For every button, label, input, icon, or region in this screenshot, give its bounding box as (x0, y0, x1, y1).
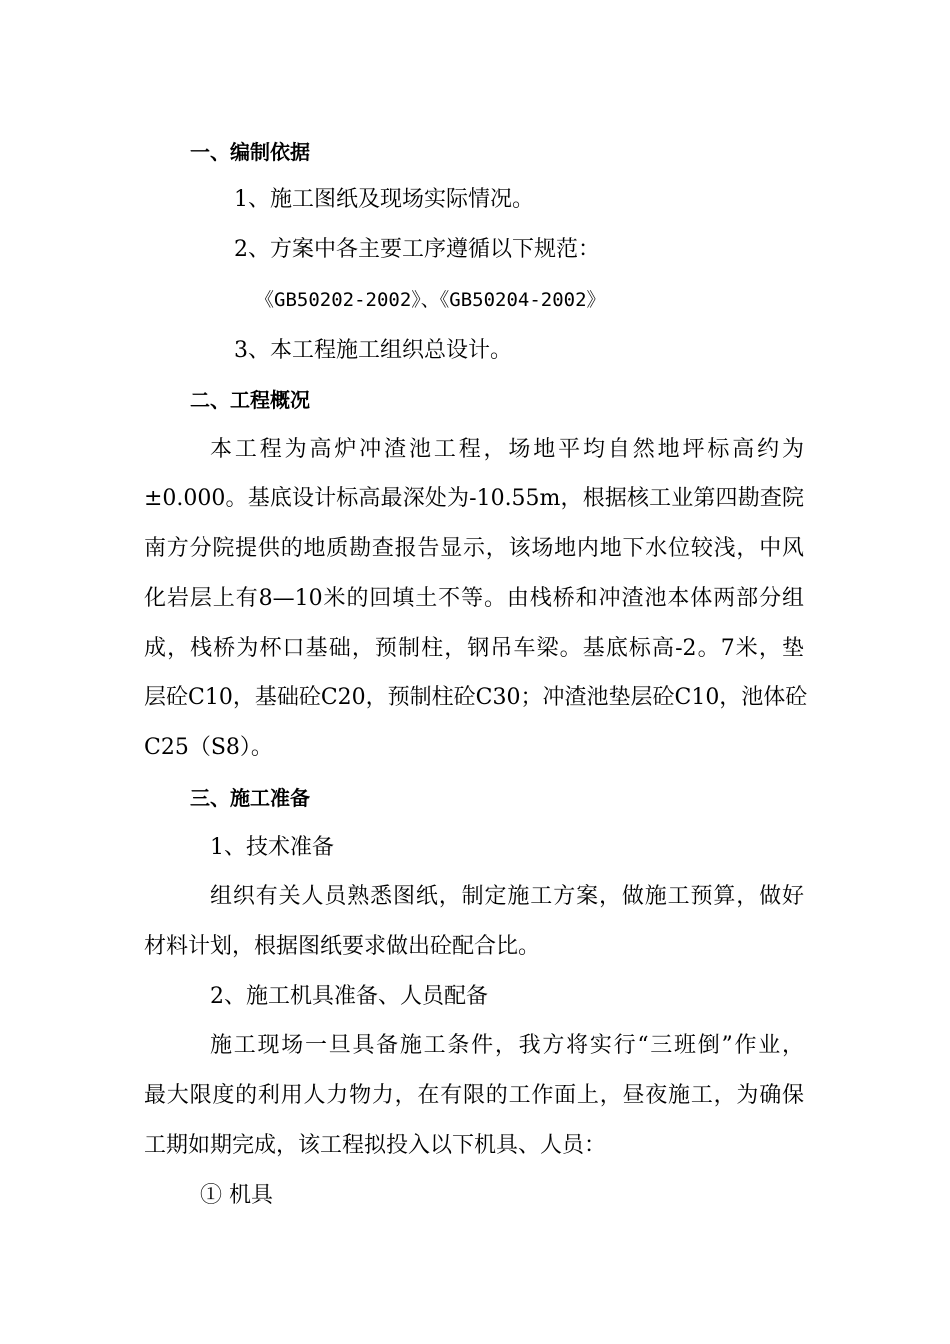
prep-sub1-title: 1、技术准备 (210, 835, 334, 860)
overview-line-7: C25（S8）。 (144, 735, 273, 760)
section-heading-preparation: 三、施工准备 (190, 786, 310, 810)
prep-sub2-line-3: 工期如期完成，该工程拟投入以下机具、人员： (144, 1133, 607, 1158)
equipment-item: ① 机具 (200, 1183, 273, 1208)
overview-line-4: 化岩层上有8—10米的回填土不等。由栈桥和冲渣池本体两部分组 (144, 586, 804, 611)
overview-line-6: 层砼C10，基础砼C20，预制柱砼C30；冲渣池垫层砼C10，池体砼 (144, 685, 808, 710)
prep-sub2-line-1: 施工现场一旦具备施工条件，我方将实行“三班倒”作业， (210, 1033, 804, 1058)
overview-line-1: 本工程为高炉冲渣池工程，场地平均自然地坪标高约为 (210, 437, 804, 462)
basis-item-3: 3、本工程施工组织总设计。 (234, 338, 512, 363)
prep-sub1-line-1: 组织有关人员熟悉图纸，制定施工方案，做施工预算，做好 (210, 884, 804, 909)
basis-standards: 《GB50202-2002》、《GB50204-2002》 (255, 289, 606, 311)
basis-item-2: 2、方案中各主要工序遵循以下规范： (234, 237, 600, 262)
prep-sub1-line-2: 材料计划，根据图纸要求做出砼配合比。 (144, 934, 541, 959)
prep-sub2-line-2: 最大限度的利用人力物力，在有限的工作面上，昼夜施工，为确保 (144, 1083, 804, 1108)
section-heading-overview: 二、工程概况 (190, 388, 310, 412)
basis-item-1: 1、施工图纸及现场实际情况。 (234, 187, 534, 212)
overview-line-2: ±0.000。基底设计标高最深处为-10.55m，根据核工业第四勘查院 (144, 486, 804, 511)
section-heading-basis: 一、编制依据 (190, 140, 310, 164)
overview-line-5: 成，栈桥为杯口基础，预制柱，钢吊车梁。基底标高-2。7米，垫 (144, 636, 804, 661)
prep-sub2-title: 2、施工机具准备、人员配备 (210, 984, 488, 1009)
overview-line-3: 南方分院提供的地质勘查报告显示，该场地内地下水位较浅，中风 (144, 536, 804, 561)
